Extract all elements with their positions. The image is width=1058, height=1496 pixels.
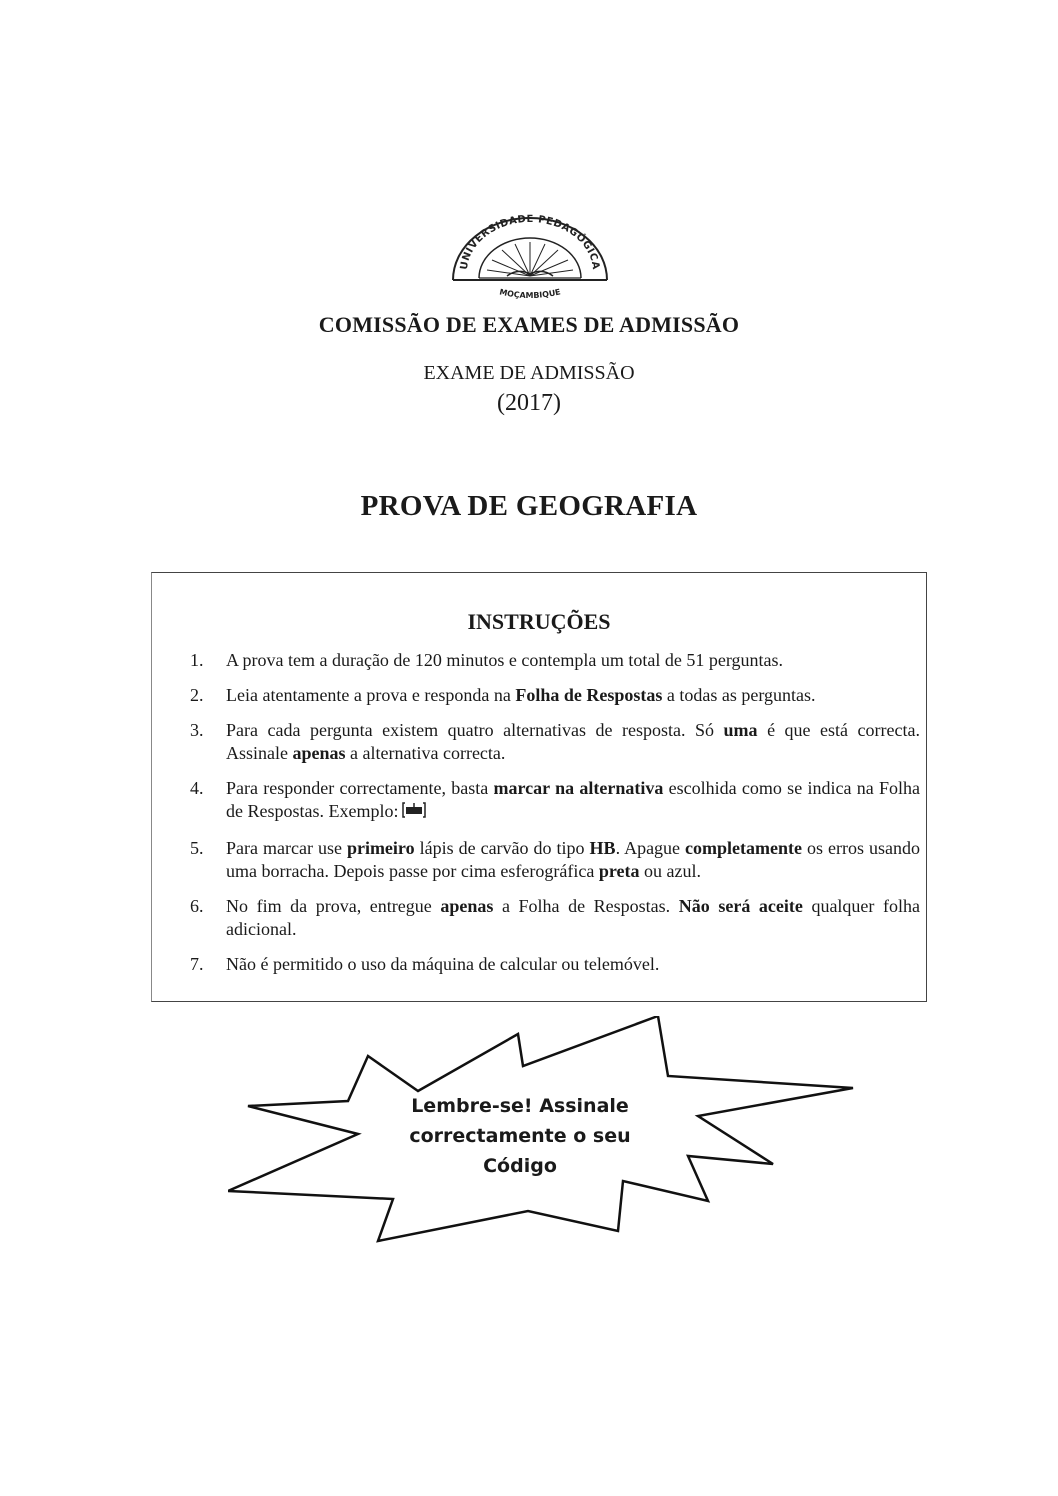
instruction-text: Para marcar use primeiro lápis de carvão do tipo HB. Apague completamente os erros usando uma borracha. Depois passe por cima esferográfica preta ou azul. bbox=[226, 837, 920, 881]
instruction-text: No fim da prova, entregue apenas a Folha de Respostas. Não será aceite qualquer folha adicional. bbox=[226, 895, 920, 939]
instruction-item bbox=[190, 719, 920, 765]
instruction-number: 3. bbox=[190, 720, 204, 740]
svg-text:MOÇAMBIQUE: MOÇAMBIQUE bbox=[498, 287, 562, 301]
instruction-item bbox=[190, 649, 920, 672]
university-seal-logo bbox=[445, 210, 615, 310]
instruction-number: 4. bbox=[190, 778, 204, 798]
instructions-list bbox=[190, 649, 920, 988]
instruction-text: A prova tem a duração de 120 minutos e contempla um total de 51 perguntas. bbox=[226, 650, 784, 670]
instructions-heading: INSTRUÇÕES bbox=[467, 609, 611, 634]
instruction-number: 6. bbox=[190, 895, 204, 916]
instruction-item bbox=[190, 895, 920, 941]
instruction-text: Não é permitido o uso da máquina de calcular ou telemóvel. bbox=[226, 953, 660, 974]
instruction-text: Para responder correctamente, basta marcar na alternativa escolhida como se indica na Folha de Respostas. Exemplo: bbox=[226, 777, 920, 825]
instruction-item bbox=[190, 684, 920, 707]
instruction-number: 1. bbox=[190, 650, 204, 670]
svg-text:UNIVERSIDADE PEDAGÓGICA: UNIVERSIDADE PEDAGÓGICA bbox=[458, 213, 602, 271]
instruction-item bbox=[190, 777, 920, 825]
subject-title: PROVA DE GEOGRAFIA bbox=[360, 490, 698, 522]
instructions-box bbox=[151, 572, 927, 1002]
instruction-number: 5. bbox=[190, 837, 204, 858]
instruction-text: Leia atentamente a prova e responda na Folha de Respostas a todas as perguntas. bbox=[226, 685, 816, 705]
commission-title: COMISSÃO DE EXAMES DE ADMISSÃO bbox=[318, 312, 740, 337]
instruction-item bbox=[190, 953, 920, 976]
instruction-number: 7. bbox=[190, 953, 204, 974]
instruction-item bbox=[190, 837, 920, 883]
exam-title: EXAME DE ADMISSÃO bbox=[423, 362, 635, 384]
instruction-number: 2. bbox=[190, 685, 204, 705]
filled-bubble-example-icon bbox=[402, 801, 426, 825]
code-reminder-text: Lembre-se! Assinale correctamente o seu Código bbox=[409, 1095, 631, 1177]
exam-year: (2017) bbox=[497, 390, 561, 416]
instruction-text: Para cada pergunta existem quatro alternativas de resposta. Só uma é que está correcta. Assinale apenas a alternativa correcta. bbox=[226, 720, 920, 763]
